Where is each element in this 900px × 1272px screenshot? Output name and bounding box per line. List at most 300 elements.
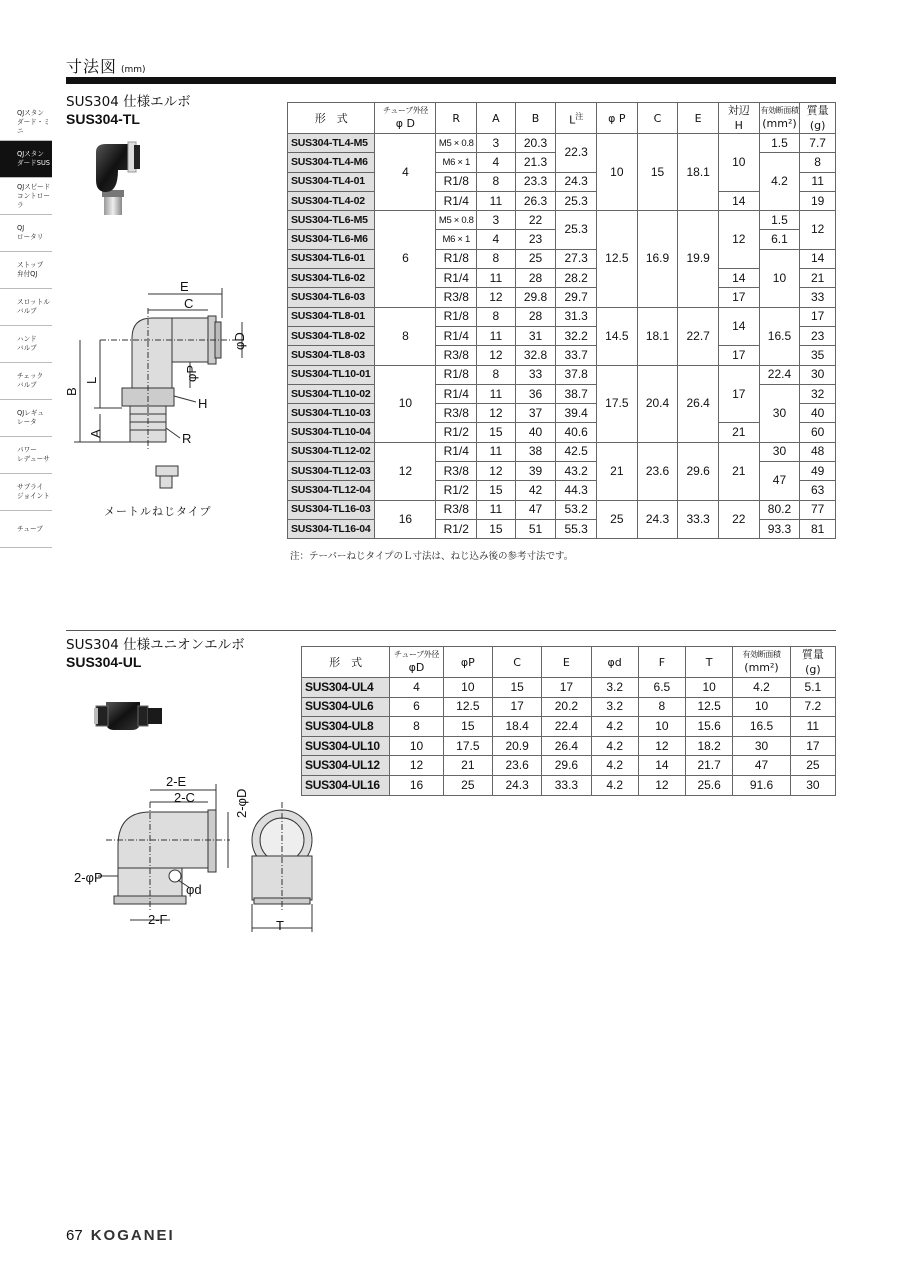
cell-l: 24.3 (556, 172, 597, 191)
cell-mass: 7.7 (800, 134, 836, 153)
cell-r: R1/8 (436, 172, 477, 191)
cell-f: 12 (638, 775, 685, 795)
dim-label-2c: 2-C (174, 790, 195, 805)
sidebar-item-label: バルブ (17, 307, 37, 315)
col-l (556, 103, 597, 134)
cell-model: SUS304-TL6-M5 (288, 211, 375, 230)
cell-tube-od: 10 (375, 365, 436, 442)
metric-thread-caption: メートルねじタイプ (104, 505, 212, 518)
table-row (302, 678, 836, 698)
cell-c: 15 (637, 134, 678, 211)
cell-model: SUS304-TL10-02 (288, 384, 375, 403)
cell-c: 24.3 (637, 500, 678, 539)
cell-l: 40.6 (556, 423, 597, 442)
cell-a: 11 (477, 442, 516, 461)
cell-model: SUS304-TL6-01 (288, 249, 375, 268)
cell-l: 32.2 (556, 326, 597, 345)
cell-h: 22 (718, 500, 759, 539)
cell-r: M6 × 1 (436, 153, 477, 172)
cell-l: 39.4 (556, 404, 597, 423)
cell-e: 20.2 (542, 697, 591, 717)
cell-c: 18.1 (637, 307, 678, 365)
cell-b: 28 (515, 307, 556, 326)
cell-b: 28 (515, 269, 556, 288)
cell-a: 8 (477, 172, 516, 191)
page-title (66, 54, 146, 77)
cell-mass: 17 (800, 307, 836, 326)
cell-e: 17 (542, 678, 591, 698)
dim-label-2f: 2-F (148, 912, 168, 927)
cell-a: 15 (477, 481, 516, 500)
cell-model: SUS304-TL10-04 (288, 423, 375, 442)
cell-l: 44.3 (556, 481, 597, 500)
table-row (302, 756, 836, 776)
sidebar-item-label: 弁付QJ (17, 270, 38, 278)
cell-a: 8 (477, 307, 516, 326)
elbow-dimension-drawing (60, 278, 255, 498)
table-row (302, 697, 836, 717)
cell-model: SUS304-TL10-03 (288, 404, 375, 423)
sidebar-item-qj-standard-mini[interactable] (0, 104, 52, 141)
sidebar-item-label: サプライ (17, 483, 44, 491)
col-model: 形 式 (302, 647, 390, 678)
sidebar (0, 104, 52, 548)
sidebar-item-stop-valve-qj[interactable] (0, 252, 52, 289)
cell-f: 6.5 (638, 678, 685, 698)
cell-a: 11 (477, 191, 516, 210)
cell-a: 4 (477, 153, 516, 172)
cell-b: 26.3 (515, 191, 556, 210)
cell-r: R1/2 (436, 519, 477, 538)
cell-r: R3/8 (436, 500, 477, 519)
cell-b: 40 (515, 423, 556, 442)
cell-c: 24.3 (492, 775, 541, 795)
cell-l: 55.3 (556, 519, 597, 538)
col-c: C (492, 647, 541, 678)
cell-area: 30 (733, 736, 791, 756)
cell-d: 4.2 (591, 736, 638, 756)
cell-model: SUS304-TL6-03 (288, 288, 375, 307)
cell-a: 8 (477, 249, 516, 268)
cell-e: 29.6 (542, 756, 591, 776)
brand-logo: KOGANEI (90, 1227, 175, 1244)
cell-area: 16.5 (759, 307, 800, 365)
cell-p: 25 (443, 775, 492, 795)
cell-e: 19.9 (678, 211, 719, 307)
cell-model: SUS304-UL16 (302, 775, 390, 795)
cell-d: 4.2 (591, 775, 638, 795)
cell-model: SUS304-TL4-M5 (288, 134, 375, 153)
cell-mass: 12 (800, 211, 836, 250)
cell-a: 12 (477, 346, 516, 365)
cell-t: 18.2 (686, 736, 733, 756)
cell-e: 22.4 (542, 717, 591, 737)
cell-h: 10 (718, 134, 759, 192)
cell-r: R1/8 (436, 307, 477, 326)
sidebar-item-label: レデューサ (17, 455, 50, 463)
cell-r: R1/8 (436, 365, 477, 384)
cell-a: 15 (477, 519, 516, 538)
cell-f: 8 (638, 697, 685, 717)
header-bar (66, 77, 836, 84)
cell-r: R1/4 (436, 442, 477, 461)
dim-label-d: φD (232, 332, 247, 350)
cell-r: R3/8 (436, 288, 477, 307)
table-row (288, 365, 836, 384)
col-area-top: 有効断面積 (742, 650, 781, 659)
col-p: φ P (597, 103, 638, 134)
cell-mass: 32 (800, 384, 836, 403)
dim-label-p: φP (184, 364, 199, 382)
cell-model: SUS304-TL12-03 (288, 462, 375, 481)
cell-mass: 21 (800, 269, 836, 288)
cell-a: 12 (477, 462, 516, 481)
cell-r: M6 × 1 (436, 230, 477, 249)
col-area-bot: (mm²) (744, 661, 779, 674)
cell-mass: 11 (790, 717, 835, 737)
cell-model: SUS304-TL4-01 (288, 172, 375, 191)
cell-l: 31.3 (556, 307, 597, 326)
cell-p: 17.5 (597, 365, 638, 442)
cell-area: 1.5 (759, 211, 800, 230)
col-r: R (436, 103, 477, 134)
table-row (302, 717, 836, 737)
col-d: φd (591, 647, 638, 678)
cell-tube-od: 8 (375, 307, 436, 365)
sidebar-item-label: ロータリ (17, 233, 44, 241)
section1-code: SUS304-TL (66, 111, 140, 127)
cell-t: 12.5 (686, 697, 733, 717)
cell-model: SUS304-TL4-02 (288, 191, 375, 210)
sidebar-item-label: QJレギュ (17, 409, 44, 417)
cell-c: 18.4 (492, 717, 541, 737)
cell-area: 16.5 (733, 717, 791, 737)
union-elbow-dimension-drawing (70, 772, 330, 937)
cell-mass: 77 (800, 500, 836, 519)
cell-c: 20.4 (637, 365, 678, 442)
cell-area: 4.2 (733, 678, 791, 698)
table-row (302, 775, 836, 795)
cell-l: 25.3 (556, 211, 597, 250)
cell-mass: 40 (800, 404, 836, 423)
sidebar-item-tube[interactable] (0, 511, 52, 548)
col-l-text: L (569, 113, 576, 127)
cell-area: 47 (733, 756, 791, 776)
sidebar-item-label: バルブ (17, 344, 37, 352)
sidebar-item-qj-regulator[interactable] (0, 400, 52, 437)
sidebar-item-label: ジョイント (17, 492, 50, 500)
cell-mass: 7.2 (790, 697, 835, 717)
cell-p: 21 (597, 442, 638, 500)
cell-h: 17 (718, 288, 759, 307)
cell-b: 32.8 (515, 346, 556, 365)
cell-d: 4.2 (591, 756, 638, 776)
cell-r: R1/4 (436, 191, 477, 210)
dim-label-t: T (276, 918, 284, 933)
cell-e: 26.4 (678, 365, 719, 442)
dim-label-l: L (84, 376, 99, 384)
cell-mass: 25 (790, 756, 835, 776)
dim-label-h: H (198, 396, 208, 411)
cell-model: SUS304-TL12-02 (288, 442, 375, 461)
cell-area: 22.4 (759, 365, 800, 384)
cell-model: SUS304-TL16-04 (288, 519, 375, 538)
section2-title: SUS304 仕様ユニオンエルボ (66, 637, 245, 653)
cell-h: 14 (718, 269, 759, 288)
dim-label-2e: 2-E (166, 774, 187, 789)
sidebar-item-label: チューブ (17, 524, 43, 533)
sidebar-item-label: QJスピード (17, 182, 51, 191)
sidebar-item-label: ダード・ミニ (17, 117, 50, 135)
cell-mass: 23 (800, 326, 836, 345)
col-tube-od-bot: φ D (395, 117, 416, 130)
sidebar-item-qj-rotary[interactable] (0, 215, 52, 252)
cell-c: 20.9 (492, 736, 541, 756)
cell-a: 11 (477, 500, 516, 519)
cell-r: R3/8 (436, 462, 477, 481)
sidebar-item-label: バルブ (17, 381, 37, 389)
cell-e: 29.6 (678, 442, 719, 500)
col-tube-od-top: チューブ外径 (382, 106, 428, 115)
cell-b: 23 (515, 230, 556, 249)
col-area-bot: (mm²) (762, 117, 797, 130)
sidebar-item-hand-valve[interactable] (0, 326, 52, 363)
cell-mass: 8 (800, 153, 836, 172)
page-number: 67 (66, 1227, 83, 1244)
cell-r: R1/4 (436, 326, 477, 345)
cell-model: SUS304-TL8-01 (288, 307, 375, 326)
cell-l: 37.8 (556, 365, 597, 384)
cell-h: 17 (718, 365, 759, 423)
cell-mass: 49 (800, 462, 836, 481)
dim-label-r: R (182, 431, 192, 446)
cell-area: 80.2 (759, 500, 800, 519)
col-tube-od-bot: φD (408, 661, 425, 674)
cell-b: 21.3 (515, 153, 556, 172)
sidebar-item-throttle-valve[interactable] (0, 289, 52, 326)
cell-a: 15 (477, 423, 516, 442)
cell-p: 14.5 (597, 307, 638, 365)
cell-tube-od: 16 (375, 500, 436, 539)
dim-label-2d: 2-φD (234, 788, 249, 818)
cell-area: 91.6 (733, 775, 791, 795)
sidebar-item-label: コントローラ (17, 191, 50, 209)
cell-l: 38.7 (556, 384, 597, 403)
cell-r: R3/8 (436, 404, 477, 423)
table-row (288, 211, 836, 230)
col-tube-od (375, 103, 436, 134)
cell-b: 38 (515, 442, 556, 461)
cell-tube-od: 12 (390, 756, 443, 776)
cell-area: 6.1 (759, 230, 800, 249)
sidebar-item-check-valve[interactable] (0, 363, 52, 400)
cell-tube-od: 4 (375, 134, 436, 211)
cell-l: 33.7 (556, 346, 597, 365)
cell-a: 8 (477, 365, 516, 384)
ul-dimension-table (301, 646, 836, 796)
cell-mass: 11 (800, 172, 836, 191)
sidebar-item-label: QJ (17, 224, 25, 232)
cell-area: 30 (759, 442, 800, 461)
cell-area: 4.2 (759, 153, 800, 211)
section2-code: SUS304-UL (66, 654, 142, 670)
cell-mass: 14 (800, 249, 836, 268)
cell-b: 25 (515, 249, 556, 268)
cell-a: 11 (477, 384, 516, 403)
cell-model: SUS304-TL16-03 (288, 500, 375, 519)
sidebar-item-power-reducer[interactable] (0, 437, 52, 474)
cell-a: 12 (477, 288, 516, 307)
cell-t: 25.6 (686, 775, 733, 795)
cell-f: 12 (638, 736, 685, 756)
cell-r: R1/2 (436, 423, 477, 442)
table-row (288, 442, 836, 461)
cell-model: SUS304-TL10-01 (288, 365, 375, 384)
cell-mass: 33 (800, 288, 836, 307)
cell-b: 47 (515, 500, 556, 519)
cell-b: 33 (515, 365, 556, 384)
cell-p: 10 (597, 134, 638, 211)
cell-area: 47 (759, 462, 800, 501)
cell-tube-od: 10 (390, 736, 443, 756)
cell-r: R1/4 (436, 269, 477, 288)
cell-mass: 35 (800, 346, 836, 365)
col-mass-top: 質量 (806, 104, 829, 117)
cell-mass: 5.1 (790, 678, 835, 698)
dim-label-e: E (180, 279, 189, 294)
section2-heading (66, 637, 245, 671)
cell-l: 43.2 (556, 462, 597, 481)
sidebar-item-label: QJスタン (17, 108, 44, 117)
cell-h: 17 (718, 346, 759, 365)
page-title-text: 寸法図 (66, 57, 118, 76)
sidebar-item-qj-standard-sus[interactable] (0, 141, 52, 178)
col-tube-od-top: チューブ外径 (394, 650, 439, 659)
cell-l: 27.3 (556, 249, 597, 268)
cell-e: 22.7 (678, 307, 719, 365)
col-t: T (686, 647, 733, 678)
table-row (288, 269, 836, 288)
cell-p: 10 (443, 678, 492, 698)
cell-mass: 60 (800, 423, 836, 442)
cell-t: 10 (686, 678, 733, 698)
cell-e: 18.1 (678, 134, 719, 211)
cell-t: 21.7 (686, 756, 733, 776)
cell-e: 26.4 (542, 736, 591, 756)
cell-a: 4 (477, 230, 516, 249)
cell-b: 31 (515, 326, 556, 345)
table-row (288, 191, 836, 210)
sidebar-item-label: ハンド (17, 335, 37, 343)
table-row (288, 307, 836, 326)
dim-label-c: C (184, 296, 194, 311)
col-mass (800, 103, 836, 134)
cell-h: 12 (718, 211, 759, 269)
col-area (733, 647, 791, 678)
cell-b: 51 (515, 519, 556, 538)
cell-r: R1/8 (436, 249, 477, 268)
cell-l: 53.2 (556, 500, 597, 519)
cell-r: R3/8 (436, 346, 477, 365)
cell-c: 23.6 (492, 756, 541, 776)
cell-tube-od: 4 (390, 678, 443, 698)
col-a: A (477, 103, 516, 134)
col-h-top: 対辺 (727, 104, 750, 117)
col-f: F (638, 647, 685, 678)
cell-p: 15 (443, 717, 492, 737)
cell-area: 93.3 (759, 519, 800, 538)
sidebar-item-label: ダードSUS (17, 159, 50, 167)
cell-b: 29.8 (515, 288, 556, 307)
page-title-unit: (mm) (121, 65, 146, 75)
cell-mass: 63 (800, 481, 836, 500)
cell-c: 16.9 (637, 211, 678, 307)
sidebar-item-supply-joint[interactable] (0, 474, 52, 511)
cell-f: 14 (638, 756, 685, 776)
sidebar-item-qj-speed-controller[interactable] (0, 178, 52, 215)
cell-r: R1/2 (436, 481, 477, 500)
cell-r: M5 × 0.8 (436, 211, 477, 230)
col-h (718, 103, 759, 134)
dim-label-2p: 2-φP (74, 870, 103, 885)
cell-l: 25.3 (556, 191, 597, 210)
section1-heading (66, 94, 191, 128)
col-mass-top: 質量 (801, 648, 824, 661)
cell-tube-od: 6 (375, 211, 436, 307)
cell-model: SUS304-TL12-04 (288, 481, 375, 500)
table-row (288, 423, 836, 442)
cell-h: 21 (718, 442, 759, 500)
cell-model: SUS304-UL8 (302, 717, 390, 737)
cell-model: SUS304-UL12 (302, 756, 390, 776)
cell-r: M5 × 0.8 (436, 134, 477, 153)
cell-a: 12 (477, 404, 516, 423)
cell-e: 33.3 (678, 500, 719, 539)
union-elbow-photo (92, 696, 168, 736)
cell-area: 10 (733, 697, 791, 717)
table-row (302, 736, 836, 756)
section1-title: SUS304 仕様エルボ (66, 94, 191, 110)
dim-label-b: B (64, 387, 79, 396)
dim-label-a: A (88, 429, 103, 438)
cell-d: 3.2 (591, 678, 638, 698)
cell-f: 10 (638, 717, 685, 737)
col-p: φP (443, 647, 492, 678)
col-c: C (637, 103, 678, 134)
cell-h: 14 (718, 191, 759, 210)
cell-mass: 30 (800, 365, 836, 384)
cell-p: 21 (443, 756, 492, 776)
table-header-row (302, 647, 836, 678)
cell-b: 20.3 (515, 134, 556, 153)
cell-tube-od: 8 (390, 717, 443, 737)
cell-c: 23.6 (637, 442, 678, 500)
cell-d: 3.2 (591, 697, 638, 717)
cell-c: 15 (492, 678, 541, 698)
cell-model: SUS304-TL8-02 (288, 326, 375, 345)
cell-model: SUS304-TL6-02 (288, 269, 375, 288)
cell-model: SUS304-UL6 (302, 697, 390, 717)
cell-tube-od: 12 (375, 442, 436, 500)
table-row (288, 288, 836, 307)
section-divider (66, 630, 836, 631)
cell-a: 3 (477, 134, 516, 153)
page-footer (66, 1227, 175, 1244)
cell-a: 3 (477, 211, 516, 230)
table-row (288, 500, 836, 519)
col-model: 形 式 (288, 103, 375, 134)
cell-a: 11 (477, 269, 516, 288)
